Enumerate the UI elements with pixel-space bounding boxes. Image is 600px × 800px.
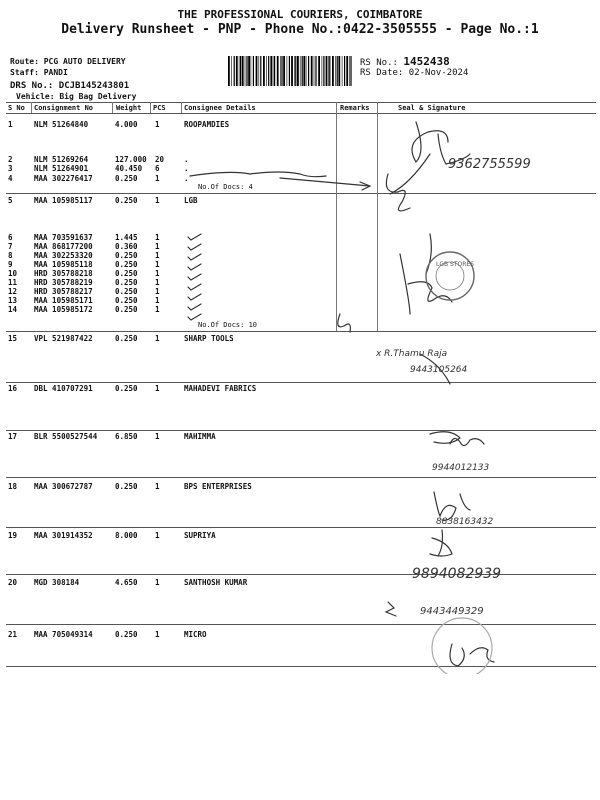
barcode-bar: [297, 56, 299, 86]
cell-sno: 1: [8, 120, 13, 129]
cell-sno: 17: [8, 432, 18, 441]
cell-cons: HRD 305788217: [34, 287, 93, 296]
barcode-bar: [228, 56, 230, 86]
staff-label: Staff:: [10, 68, 39, 77]
cell-weight: 0.250: [115, 278, 138, 287]
cell-weight: 6.850: [115, 432, 138, 441]
cell-weight: 0.250: [115, 260, 138, 269]
cell-sno: 8: [8, 251, 13, 260]
cell-weight: 127.000: [115, 155, 147, 164]
cell-weight: 0.250: [115, 482, 138, 491]
barcode-bar: [308, 56, 309, 86]
cell-sno: 12: [8, 287, 18, 296]
cell-pcs: 1: [155, 278, 160, 287]
cell-sno: 3: [8, 164, 13, 173]
barcode-bar: [350, 56, 351, 86]
cell-pcs: 1: [155, 432, 160, 441]
cell-cons: VPL 521987422: [34, 334, 93, 343]
docs-count-group2: No.Of Docs: 10: [198, 321, 258, 329]
cell-pcs: 1: [155, 120, 160, 129]
cell-cons: NLM 51264840: [34, 120, 89, 129]
rs-no-line: [360, 55, 450, 68]
barcode-bar: [236, 56, 238, 86]
barcode-bar: [318, 56, 320, 86]
barcode-bar: [248, 56, 250, 86]
staff-value: PANDI: [43, 68, 68, 77]
cell-details: SANTHOSH KUMAR: [184, 578, 248, 587]
cell-weight: 1.445: [115, 233, 138, 242]
cell-details: .: [184, 174, 189, 183]
divider: [112, 102, 113, 113]
cell-details: SUPRIYA: [184, 531, 216, 540]
handwritten-phone-17: 9944012133: [432, 463, 490, 473]
cell-cons: BLR 5500527544: [34, 432, 98, 441]
barcode-bar: [283, 56, 285, 86]
cell-weight: 0.250: [115, 384, 138, 393]
cell-pcs: 20: [155, 155, 165, 164]
barcode-bar: [300, 56, 301, 86]
cell-cons: MAA 105985117: [34, 196, 93, 205]
route-line: [10, 57, 126, 66]
cell-pcs: 1: [155, 174, 160, 183]
barcode-bar: [251, 56, 252, 86]
barcode-bar: [303, 56, 305, 86]
cell-sno: 18: [8, 482, 18, 491]
cell-weight: 0.250: [115, 305, 138, 314]
cell-weight: 40.450: [115, 164, 143, 173]
barcode-bar: [295, 56, 296, 86]
barcode-bar: [266, 56, 267, 86]
handwritten-phone-20: 9443449329: [420, 606, 484, 617]
cell-sno: 13: [8, 296, 18, 305]
barcode-bar: [268, 56, 269, 86]
drs-value: DCJB145243801: [58, 81, 130, 91]
cell-details: MICRO: [184, 630, 207, 639]
cell-pcs: 1: [155, 305, 160, 314]
cell-sno: 5: [8, 196, 13, 205]
cell-sno: 6: [8, 233, 13, 242]
cell-sno: 16: [8, 384, 18, 393]
rs-date-value: 02-Nov-2024: [408, 68, 469, 78]
cell-details: MAHADEVI FABRICS: [184, 384, 257, 393]
cell-sno: 2: [8, 155, 13, 164]
cell-cons: MAA 703591637: [34, 233, 93, 242]
cell-cons: MGD 308184: [34, 578, 80, 587]
barcode-bar: [234, 56, 235, 86]
cell-pcs: 1: [155, 251, 160, 260]
divider: [31, 102, 32, 113]
staff-line: [10, 68, 68, 77]
barcode-bar: [338, 56, 340, 86]
document-title: Delivery Runsheet - PNP - Phone No.:0422-3505555 - Page No.:1: [61, 22, 539, 37]
barcode-bar: [256, 56, 258, 86]
barcode-bar: [342, 56, 343, 86]
cell-sno: 7: [8, 242, 13, 251]
company-name: THE PROFESSIONAL COURIERS, COIMBATORE: [177, 8, 423, 21]
cell-details: BPS ENTERPRISES: [184, 482, 252, 491]
handwritten-phone: 9362755599: [448, 157, 531, 172]
vehicle-line: [16, 92, 136, 101]
cell-pcs: 1: [155, 630, 160, 639]
table-top-border: [6, 102, 596, 103]
cell-details: ROOPAMDIES: [184, 120, 230, 129]
cell-cons: MAA 302276417: [34, 174, 93, 183]
cell-sno: 19: [8, 531, 18, 540]
divider: [150, 102, 151, 113]
cell-details: LGB: [184, 196, 198, 205]
cell-weight: 4.000: [115, 120, 138, 129]
barcode-bar: [328, 56, 329, 86]
rs-no-value: 1452438: [403, 55, 450, 68]
cell-cons: MAA 302253320: [34, 251, 93, 260]
cell-pcs: 1: [155, 287, 160, 296]
cell-pcs: 6: [155, 164, 160, 173]
handwritten-signatures: [180, 114, 596, 674]
cell-cons: HRD 305788218: [34, 269, 93, 278]
drs-line: [10, 81, 129, 91]
cell-pcs: 1: [155, 578, 160, 587]
cell-pcs: 1: [155, 269, 160, 278]
cell-cons: NLM 51264901: [34, 164, 89, 173]
cell-pcs: 1: [155, 242, 160, 251]
vehicle-label: Vehicle:: [16, 92, 55, 101]
barcode-bar: [245, 56, 246, 86]
cell-details: .: [184, 155, 189, 164]
rs-date-label: RS Date:: [360, 68, 404, 78]
cell-weight: 0.250: [115, 296, 138, 305]
barcode-bar: [294, 56, 295, 86]
cell-weight: 0.250: [115, 630, 138, 639]
cell-cons: MAA 300672787: [34, 482, 93, 491]
cell-cons: MAA 105985172: [34, 305, 93, 314]
barcode-bar: [302, 56, 303, 86]
cell-pcs: 1: [155, 531, 160, 540]
barcode-bar: [273, 56, 274, 86]
cell-weight: 0.250: [115, 196, 138, 205]
col-consignment: Consignment No: [34, 104, 94, 112]
docs-count-group1: No.Of Docs: 4: [198, 183, 253, 191]
barcode-bar: [346, 56, 348, 86]
barcode-bar: [291, 56, 293, 86]
barcode-bar: [322, 56, 323, 86]
barcode-bar: [240, 56, 241, 86]
barcode-bar: [335, 56, 336, 86]
barcode-bar: [280, 56, 281, 86]
cell-pcs: 1: [155, 482, 160, 491]
divider: [336, 102, 337, 113]
handwritten-phone-19: 9894082939: [412, 566, 502, 582]
barcode-bar: [242, 56, 244, 86]
barcode-bar: [314, 56, 315, 86]
handwritten-name-15: x R.Thamu Raja: [376, 349, 448, 359]
drs-label: DRS No.:: [10, 81, 54, 91]
cell-weight: 4.650: [115, 578, 138, 587]
cell-sno: 21: [8, 630, 18, 639]
handwritten-phone-15: 9443105264: [410, 365, 468, 375]
cell-sno: 15: [8, 334, 18, 343]
cell-weight: 0.250: [115, 287, 138, 296]
col-remarks: Remarks: [340, 104, 370, 112]
stamp-text: LGB STORES: [436, 261, 474, 268]
cell-details: MAHIMMA: [184, 432, 216, 441]
cell-pcs: 1: [155, 296, 160, 305]
barcode-bar: [329, 56, 330, 86]
cell-details: SHARP TOOLS: [184, 334, 234, 343]
cell-pcs: 1: [155, 334, 160, 343]
cell-pcs: 1: [155, 384, 160, 393]
cell-pcs: 1: [155, 233, 160, 242]
barcode-bar: [315, 56, 316, 86]
cell-cons: MAA 105985118: [34, 260, 93, 269]
cell-weight: 0.250: [115, 174, 138, 183]
cell-sno: 4: [8, 174, 13, 183]
barcode-bar: [263, 56, 265, 86]
cell-cons: HRD 305788219: [34, 278, 93, 287]
col-pcs: PCS: [153, 104, 166, 112]
rs-no-label: RS No.:: [360, 58, 398, 68]
col-consignee: Consignee Details: [184, 104, 256, 112]
cell-cons: MAA 301914352: [34, 531, 93, 540]
cell-sno: 20: [8, 578, 18, 587]
vehicle-value: Big Bag Delivery: [59, 92, 137, 101]
barcode-bar: [277, 56, 279, 86]
divider: [181, 102, 182, 113]
barcode-bar: [246, 56, 247, 86]
cell-cons: MAA 705049314: [34, 630, 93, 639]
stamp-seal: [426, 252, 474, 300]
col-weight: Weight: [116, 104, 142, 112]
barcode-bar: [239, 56, 240, 86]
barcode-bar: [323, 56, 324, 86]
cell-pcs: 1: [155, 196, 160, 205]
route-label: Route:: [10, 57, 39, 66]
barcode-bar: [259, 56, 260, 86]
cell-cons: DBL 410707291: [34, 384, 93, 393]
cell-cons: NLM 51269264: [34, 155, 89, 164]
barcode-bar: [270, 56, 272, 86]
cell-cons: MAA 868177200: [34, 242, 93, 251]
barcode-bar: [281, 56, 282, 86]
cell-weight: 0.250: [115, 251, 138, 260]
barcode: [228, 56, 352, 86]
route-value: PCG AUTO DELIVERY: [43, 57, 126, 66]
barcode-bar: [311, 56, 313, 86]
handwritten-phone-18: 8838163432: [436, 517, 494, 527]
barcode-bar: [332, 56, 334, 86]
cell-sno: 10: [8, 269, 18, 278]
cell-sno: 11: [8, 278, 18, 287]
col-sno: S No: [8, 104, 25, 112]
cell-cons: MAA 105985171: [34, 296, 93, 305]
divider: [377, 102, 378, 113]
cell-pcs: 1: [155, 260, 160, 269]
barcode-bar: [231, 56, 232, 86]
barcode-bar: [337, 56, 338, 86]
cell-weight: 8.000: [115, 531, 138, 540]
cell-weight: 0.250: [115, 334, 138, 343]
cell-weight: 0.250: [115, 269, 138, 278]
cell-weight: 0.360: [115, 242, 138, 251]
col-seal-signature: Seal & Signature: [398, 104, 466, 112]
barcode-bar: [274, 56, 275, 86]
barcode-bar: [344, 56, 345, 86]
barcode-bar: [260, 56, 261, 86]
barcode-bar: [287, 56, 288, 86]
barcode-bar: [289, 56, 290, 86]
barcode-bar: [253, 56, 254, 86]
barcode-bar: [349, 56, 350, 86]
barcode-bar: [306, 56, 307, 86]
barcode-bar: [326, 56, 328, 86]
cell-sno: 9: [8, 260, 13, 269]
stamp-seal-micro: [432, 618, 492, 674]
rs-date-line: [360, 68, 468, 78]
cell-details: .: [184, 164, 189, 173]
cell-sno: 14: [8, 305, 18, 314]
